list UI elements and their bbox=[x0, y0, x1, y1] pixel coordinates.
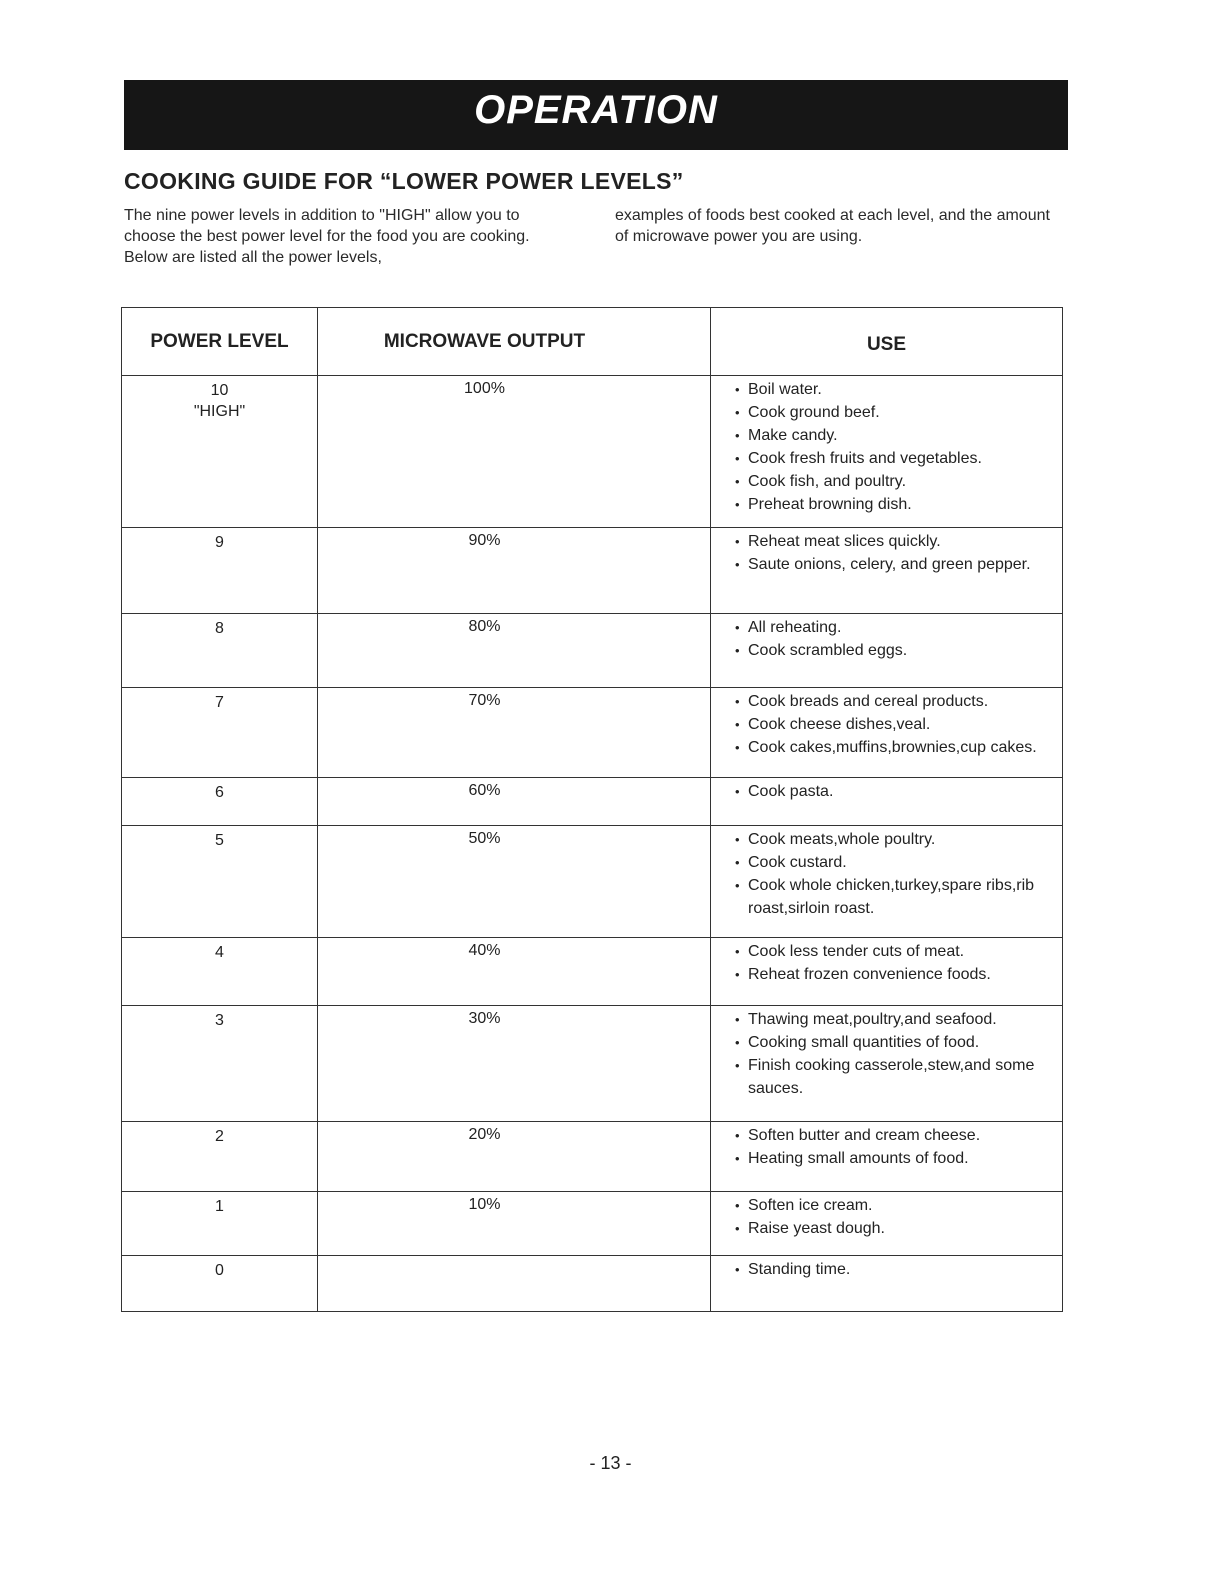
microwave-output-cell bbox=[318, 1256, 711, 1312]
power-level-cell bbox=[122, 376, 318, 528]
use-item: • Reheat frozen convenience foods. bbox=[735, 963, 1052, 986]
use-item: • Cook pasta. bbox=[735, 780, 1052, 803]
use-cell bbox=[711, 778, 1063, 826]
use-list bbox=[735, 940, 1052, 986]
power-level-value: 3 bbox=[215, 1012, 224, 1029]
header-microwave-output: MICROWAVE OUTPUT bbox=[318, 308, 711, 376]
use-item: • Cook custard. bbox=[735, 851, 1052, 874]
use-item: • Cook whole chicken,turkey,spare ribs,rib roast,sirloin roast. bbox=[735, 874, 1052, 920]
use-item: • All reheating. bbox=[735, 616, 1052, 639]
table-row bbox=[122, 1122, 1063, 1192]
section-title: COOKING GUIDE FOR “LOWER POWER LEVELS” bbox=[124, 168, 684, 194]
use-cell bbox=[711, 1256, 1063, 1312]
use-item: • Reheat meat slices quickly. bbox=[735, 530, 1052, 553]
use-item: • Cook breads and cereal products. bbox=[735, 690, 1052, 713]
use-item: • Cook ground beef. bbox=[735, 401, 1052, 424]
use-cell bbox=[711, 1192, 1063, 1256]
power-level-cell bbox=[122, 614, 318, 688]
use-item: • Cook fresh fruits and vegetables. bbox=[735, 447, 1052, 470]
table-row bbox=[122, 688, 1063, 778]
table-row bbox=[122, 778, 1063, 826]
microwave-output-cell: 20% bbox=[318, 1122, 711, 1192]
use-cell bbox=[711, 528, 1063, 614]
use-list bbox=[735, 530, 1052, 576]
use-item: • Cook fish, and poultry. bbox=[735, 470, 1052, 493]
power-level-cell bbox=[122, 938, 318, 1006]
use-list bbox=[735, 378, 1052, 516]
power-level-cell bbox=[122, 688, 318, 778]
use-item: • Boil water. bbox=[735, 378, 1052, 401]
table-header-row bbox=[122, 308, 1063, 376]
use-item: • Cook meats,whole poultry. bbox=[735, 828, 1052, 851]
use-cell bbox=[711, 938, 1063, 1006]
power-level-cell bbox=[122, 1006, 318, 1122]
power-level-value: 0 bbox=[215, 1262, 224, 1279]
use-item: • Heating small amounts of food. bbox=[735, 1147, 1052, 1170]
power-level-value: 10 bbox=[210, 382, 229, 399]
table-row bbox=[122, 938, 1063, 1006]
use-list bbox=[735, 828, 1052, 920]
power-level-value: 9 bbox=[215, 534, 224, 551]
header-use: USE bbox=[711, 308, 1063, 376]
use-item: • Thawing meat,poultry,and seafood. bbox=[735, 1008, 1052, 1031]
power-level-value: 5 bbox=[215, 832, 224, 849]
use-list bbox=[735, 1008, 1052, 1100]
power-level-cell bbox=[122, 778, 318, 826]
page-number: - 13 - bbox=[589, 1453, 632, 1473]
table-row bbox=[122, 1006, 1063, 1122]
microwave-output-cell: 80% bbox=[318, 614, 711, 688]
power-level-value: 1 bbox=[215, 1198, 224, 1215]
power-level-value: 7 bbox=[215, 694, 224, 711]
use-item: • Make candy. bbox=[735, 424, 1052, 447]
microwave-output-cell: 70% bbox=[318, 688, 711, 778]
power-level-table bbox=[121, 307, 1063, 1312]
table-row bbox=[122, 1256, 1063, 1312]
power-level-cell bbox=[122, 528, 318, 614]
use-list bbox=[735, 1258, 1052, 1281]
power-level-sublabel: "HIGH" bbox=[193, 403, 246, 420]
use-list bbox=[735, 1124, 1052, 1170]
use-item: • Preheat browning dish. bbox=[735, 493, 1052, 516]
microwave-output-cell: 50% bbox=[318, 826, 711, 938]
use-item: • Soften ice cream. bbox=[735, 1194, 1052, 1217]
header-power-level: POWER LEVEL bbox=[122, 308, 318, 376]
use-item: • Saute onions, celery, and green pepper. bbox=[735, 553, 1052, 576]
intro-text-right: examples of foods best cooked at each level, and the amount of microwave power you are using. bbox=[615, 207, 1050, 245]
intro-text-left: The nine power levels in addition to "HIGH" allow you to choose the best power level for the food you are cooking. Below are listed all the power levels, bbox=[124, 207, 530, 266]
table-row bbox=[122, 614, 1063, 688]
power-level-value: 6 bbox=[215, 784, 224, 801]
power-level-value: 4 bbox=[215, 944, 224, 961]
use-list bbox=[735, 690, 1052, 759]
use-item: • Cooking small quantities of food. bbox=[735, 1031, 1052, 1054]
microwave-output-cell: 90% bbox=[318, 528, 711, 614]
power-level-cell bbox=[122, 1192, 318, 1256]
table-body bbox=[122, 376, 1063, 1312]
table-row bbox=[122, 376, 1063, 528]
banner-title: OPERATION bbox=[474, 87, 718, 132]
use-list bbox=[735, 1194, 1052, 1240]
microwave-output-cell: 10% bbox=[318, 1192, 711, 1256]
microwave-output-cell: 60% bbox=[318, 778, 711, 826]
use-item: • Cook cakes,muffins,brownies,cup cakes. bbox=[735, 736, 1052, 759]
use-item: • Standing time. bbox=[735, 1258, 1052, 1281]
power-level-cell bbox=[122, 826, 318, 938]
microwave-output-cell: 30% bbox=[318, 1006, 711, 1122]
use-cell bbox=[711, 614, 1063, 688]
table-row bbox=[122, 1192, 1063, 1256]
use-item: • Raise yeast dough. bbox=[735, 1217, 1052, 1240]
use-cell bbox=[711, 376, 1063, 528]
use-list bbox=[735, 780, 1052, 803]
table-row bbox=[122, 528, 1063, 614]
microwave-output-cell: 100% bbox=[318, 376, 711, 528]
power-level-cell bbox=[122, 1256, 318, 1312]
use-item: • Cook scrambled eggs. bbox=[735, 639, 1052, 662]
use-item: • Cook cheese dishes,veal. bbox=[735, 713, 1052, 736]
use-item: • Soften butter and cream cheese. bbox=[735, 1124, 1052, 1147]
use-item: • Cook less tender cuts of meat. bbox=[735, 940, 1052, 963]
use-cell bbox=[711, 1122, 1063, 1192]
use-list bbox=[735, 616, 1052, 662]
operation-banner bbox=[124, 80, 1068, 150]
use-cell bbox=[711, 1006, 1063, 1122]
use-item: • Finish cooking casserole,stew,and some sauces. bbox=[735, 1054, 1052, 1100]
microwave-output-cell: 40% bbox=[318, 938, 711, 1006]
table-row bbox=[122, 826, 1063, 938]
power-level-value: 8 bbox=[215, 620, 224, 637]
use-cell bbox=[711, 826, 1063, 938]
power-level-cell bbox=[122, 1122, 318, 1192]
power-level-value: 2 bbox=[215, 1128, 224, 1145]
use-cell bbox=[711, 688, 1063, 778]
